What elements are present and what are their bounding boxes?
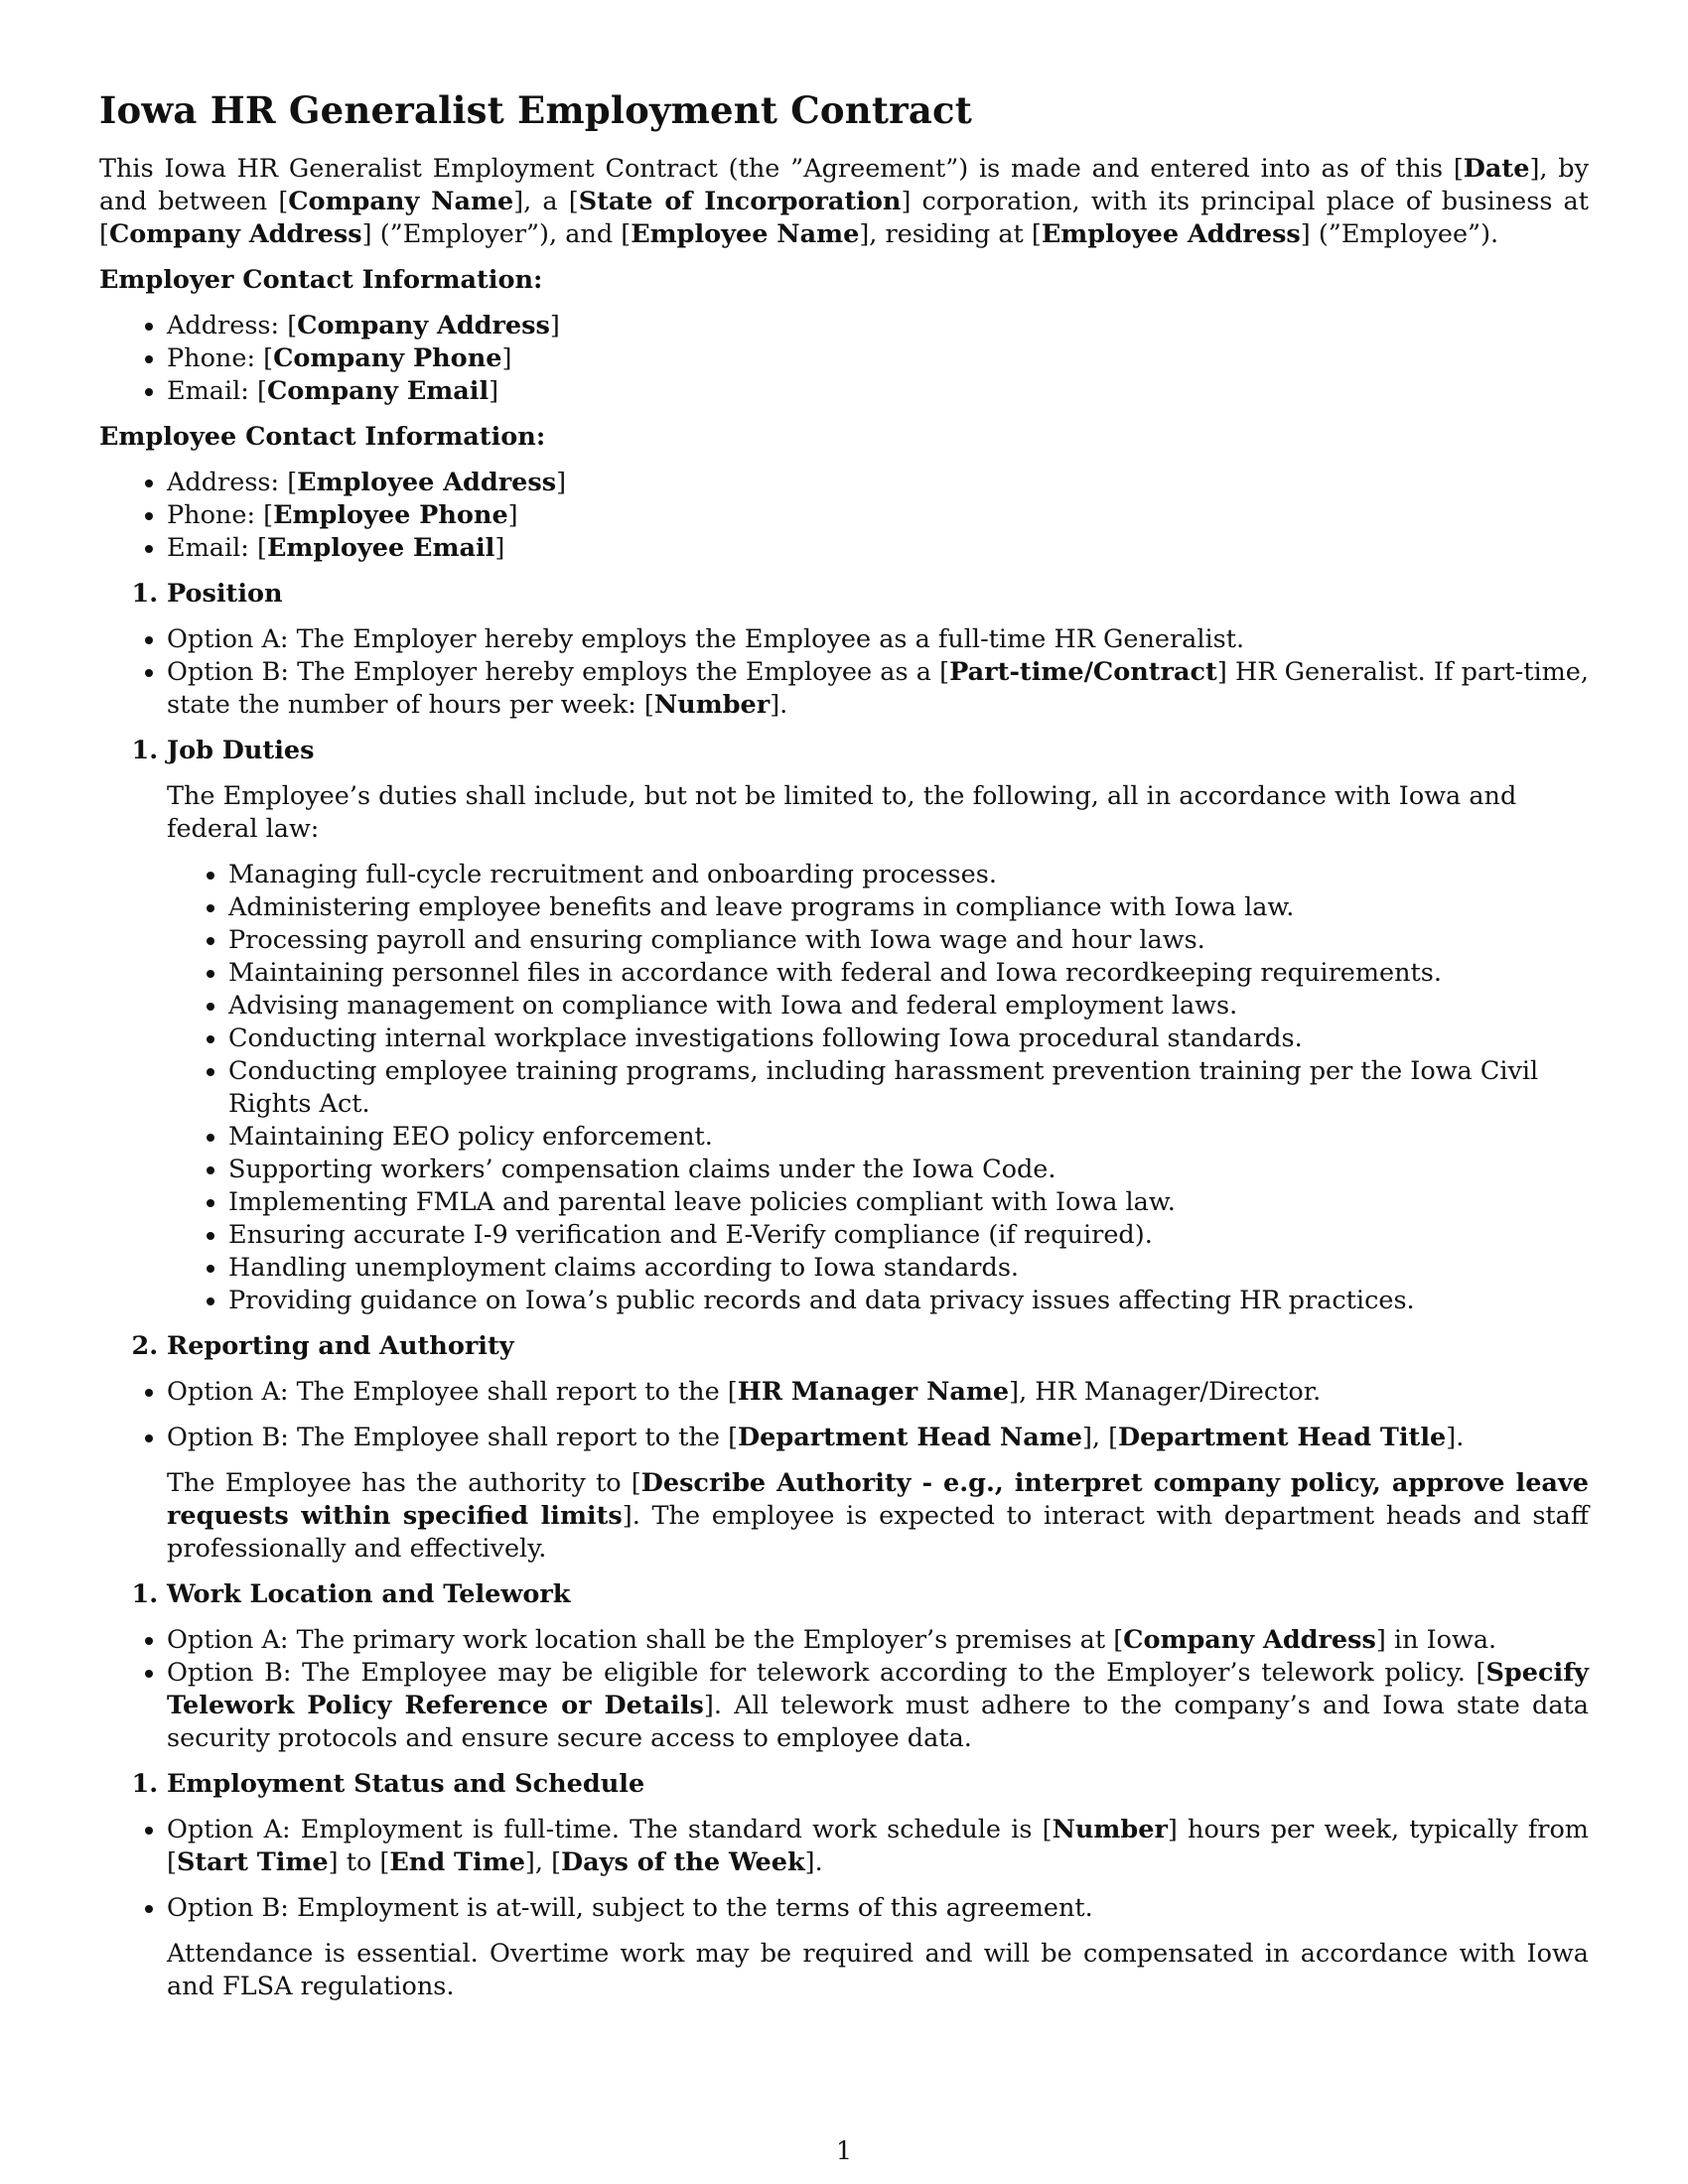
employer-contact-heading: Employer Contact Information: xyxy=(99,265,543,295)
job-duties-list xyxy=(99,859,1589,1317)
location-option-b: • Option B: The Employee may be eligible for telework according to the Employer’s telework policy. [Specify Telework Policy Reference or Details]. All telework must adhere to the company’s and Iowa state data security protocols and ensure secure access to employee data. xyxy=(167,1657,1589,1755)
reporting-option-a: • Option A: The Employee shall report to the [HR Manager Name], HR Manager/Director. xyxy=(167,1376,1589,1409)
list-item: • Processing payroll and ensuring compliance with Iowa wage and hour laws. xyxy=(228,924,1589,957)
list-item: • Implementing FMLA and parental leave policies compliant with Iowa law. xyxy=(228,1186,1589,1219)
section-position-heading: 1. Position xyxy=(99,578,1589,611)
list-item: • Email: [Employee Email] xyxy=(167,532,1589,565)
attendance-paragraph: Attendance is essential. Overtime work may be required and will be compensated in accordance with Iowa and FLSA regulations. xyxy=(167,1939,1589,2001)
document-title: Iowa HR Generalist Employment Contract xyxy=(99,88,973,132)
reporting-option-b: • Option B: The Employee shall report to the [Department Head Name], [Department Head Title]. xyxy=(167,1422,1589,1454)
employer-contact-list xyxy=(99,310,1589,408)
position-option-b: • Option B: The Employer hereby employs the Employee as a [Part-time/Contract] HR Generalist. If part-time, state the number of hours per week: [Number]. xyxy=(167,656,1589,722)
employee-contact-list xyxy=(99,467,1589,565)
status-option-a: • Option A: Employment is full-time. The standard work schedule is [Number] hours per week, typically from [Start Time] to [End Time], [Days of the Week]. xyxy=(167,1814,1589,1879)
list-item: • Handling unemployment claims according to Iowa standards. xyxy=(228,1252,1589,1285)
list-item: • Managing full-cycle recruitment and onboarding processes. xyxy=(228,859,1589,891)
placeholder-employee-address: Employee Address xyxy=(1041,219,1301,249)
placeholder-date: Date xyxy=(1463,154,1530,184)
placeholder-state: State of Incorporation xyxy=(578,187,902,216)
list-item: • Phone: [Company Phone] xyxy=(167,342,1589,375)
list-item: • Email: [Company Email] xyxy=(167,375,1589,408)
page-number: 1 xyxy=(835,2136,853,2166)
placeholder-company-address: Company Address xyxy=(108,219,362,249)
list-item: • Conducting employee training programs, including harassment prevention training per the Iowa Civil Rights Act. xyxy=(228,1055,1589,1121)
authority-paragraph: The Employee has the authority to [Describe Authority - e.g., interpret company policy, approve leave requests within specified limits]. The employee is expected to interact with department heads and staff professionally and effectively. xyxy=(167,1468,1589,1564)
list-item: • Providing guidance on Iowa’s public records and data privacy issues affecting HR practices. xyxy=(228,1285,1589,1317)
location-option-a: • Option A: The primary work location shall be the Employer’s premises at [Company Address] in Iowa. xyxy=(167,1624,1589,1657)
position-option-a: • Option A: The Employer hereby employs the Employee as a full-time HR Generalist. xyxy=(167,623,1589,656)
status-options xyxy=(99,1814,1589,1925)
list-item: • Address: [Employee Address] xyxy=(167,467,1589,499)
list-item: • Phone: [Employee Phone] xyxy=(167,499,1589,532)
section-reporting-heading: 2. Reporting and Authority xyxy=(99,1330,1589,1363)
list-item: • Ensuring accurate I-9 verification and E-Verify compliance (if required). xyxy=(228,1219,1589,1252)
placeholder-company-name: Company Name xyxy=(288,187,514,216)
section-status-heading: 1. Employment Status and Schedule xyxy=(99,1768,1589,1801)
list-item: • Advising management on compliance with Iowa and federal employment laws. xyxy=(228,990,1589,1023)
list-item: • Conducting internal workplace investigations following Iowa procedural standards. xyxy=(228,1023,1589,1055)
list-item: • Administering employee benefits and leave programs in compliance with Iowa law. xyxy=(228,891,1589,924)
location-options xyxy=(99,1624,1589,1755)
intro-paragraph: This Iowa HR Generalist Employment Contract (the ”Agreement”) is made and entered into as of this [Date], by and between [Company Name], a [State of Incorporation] corporation, with its principal place of business at [Company Address] (”Employer”), and [Employee Name], residing at [Employee Address] (”Employee”). xyxy=(99,154,1590,249)
section-job-duties-heading: 1. Job Duties xyxy=(99,735,1589,767)
list-item: • Supporting workers’ compensation claims under the Iowa Code. xyxy=(228,1154,1589,1186)
position-options xyxy=(99,623,1589,722)
employee-contact-heading: Employee Contact Information: xyxy=(99,422,546,452)
list-item: • Maintaining personnel files in accordance with federal and Iowa recordkeeping requirements. xyxy=(228,957,1589,990)
list-item: • Address: [Company Address] xyxy=(167,310,1589,342)
status-option-b: • Option B: Employment is at-will, subject to the terms of this agreement. xyxy=(167,1892,1589,1925)
section-location-heading: 1. Work Location and Telework xyxy=(99,1578,1589,1611)
list-item: • Maintaining EEO policy enforcement. xyxy=(228,1121,1589,1154)
reporting-options xyxy=(99,1376,1589,1454)
job-duties-intro: The Employee’s duties shall include, but not be limited to, the following, all in accordance with Iowa and federal law: xyxy=(167,781,1517,844)
placeholder-employee-name: Employee Name xyxy=(631,219,860,249)
document-page xyxy=(99,87,1589,2003)
